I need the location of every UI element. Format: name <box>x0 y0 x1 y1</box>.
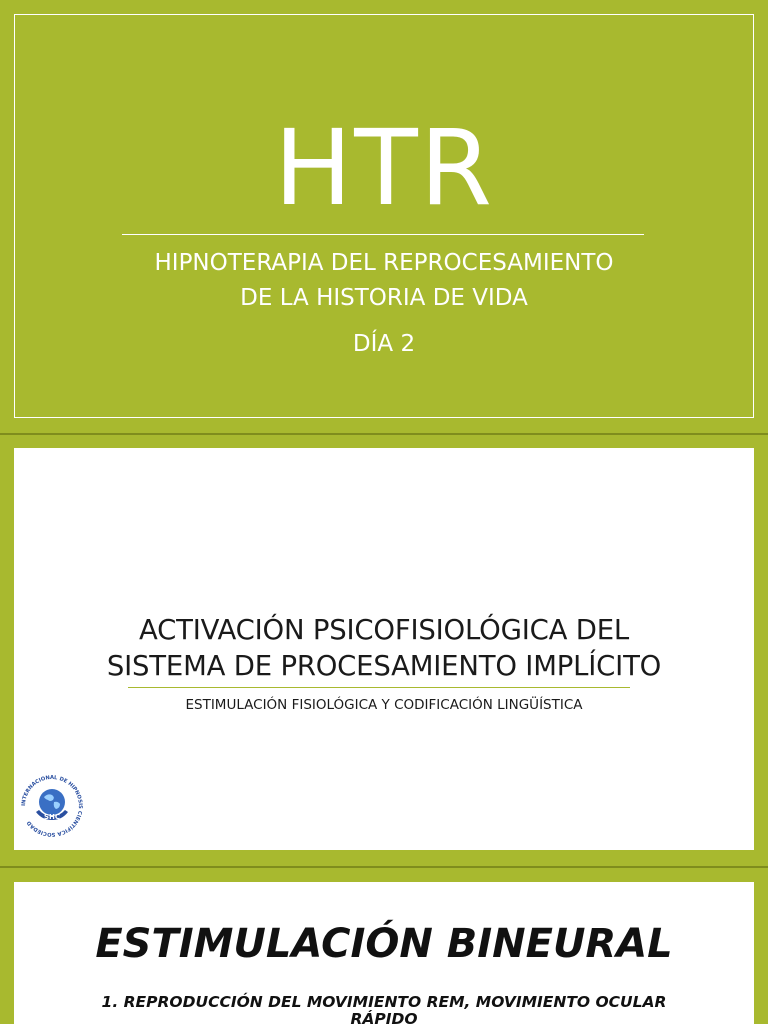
slide-3-point-1-line-1: 1. REPRODUCCIÓN DEL MOVIMIENTO REM, MOVIMIENTO OCULAR <box>101 993 667 1011</box>
slide-3-card <box>14 882 754 1024</box>
slide-1-subtitle <box>0 246 768 316</box>
slide-1-day-label: DÍA 2 <box>352 331 416 357</box>
slide-divider <box>0 433 768 435</box>
globe-hands-logo <box>18 772 86 840</box>
logo-initials: SHC <box>43 813 61 821</box>
slide-divider <box>0 866 768 868</box>
slide-3-section <box>0 882 768 1024</box>
slide-1-title <box>0 0 768 432</box>
slide-3-point-1-line-2: RÁPIDO <box>350 1010 418 1024</box>
slide-3-title: ESTIMULACIÓN BINEURAL <box>95 921 673 967</box>
slide-2-section <box>0 448 768 850</box>
slide-2-title <box>14 612 754 684</box>
slide-2-title-line-1: ACTIVACIÓN PSICOFISIOLÓGICA DEL <box>138 614 630 646</box>
slide-2-title-line-2: SISTEMA DE PROCESAMIENTO IMPLÍCITO <box>106 650 662 682</box>
slide-1-rule <box>122 234 644 235</box>
logo-ring-text: INTERNACIONAL DE HIPNOSIS CIENTÍFICA SOCIEDAD <box>20 774 84 838</box>
slide-1-subtitle-line-2: DE LA HISTORIA DE VIDA <box>240 285 528 311</box>
slide-3-point-1 <box>54 994 714 1024</box>
slide-2-rule <box>128 687 630 688</box>
slide-2-card <box>14 448 754 850</box>
slide-2-subtitle: ESTIMULACIÓN FISIOLÓGICA Y CODIFICACIÓN LINGÜÍSTICA <box>185 697 583 713</box>
slide-1-heading: HTR <box>274 107 494 229</box>
slide-1-subtitle-line-1: HIPNOTERAPIA DEL REPROCESAMIENTO <box>154 250 614 276</box>
